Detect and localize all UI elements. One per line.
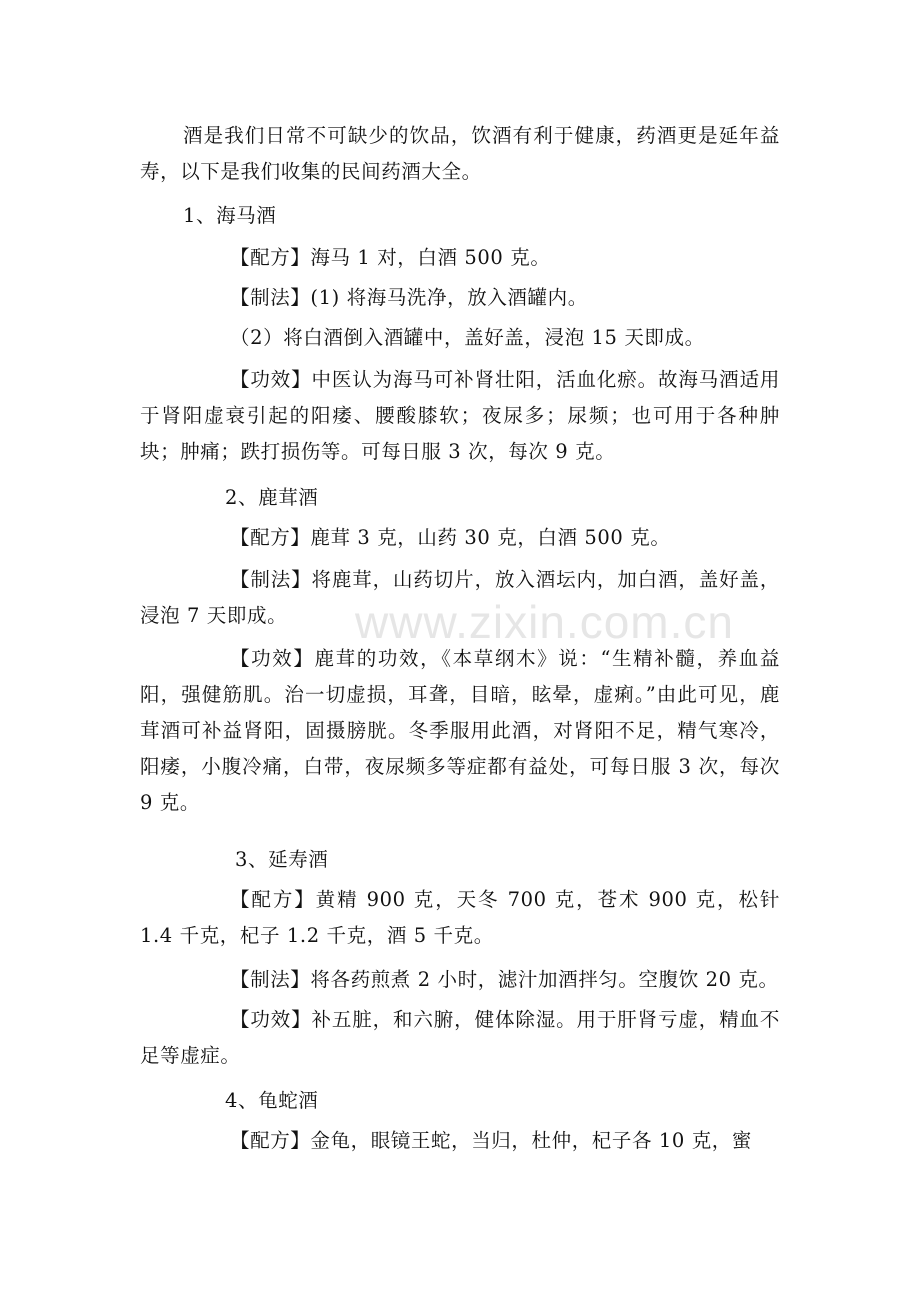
formula-2: 【配方】鹿茸 3 克，山药 30 克，白酒 500 克。 [230, 526, 671, 549]
method-3: 【制法】将各药煎煮 2 小时，滤汁加酒拌匀。空腹饮 20 克。 [230, 968, 779, 991]
formula-4: 【配方】金龟，眼镜王蛇，当归，杜仲，杞子各 10 克，蜜 [230, 1129, 753, 1152]
formula-1: 【配方】海马 1 对，白酒 500 克。 [230, 246, 551, 269]
method-2: 【制法】将鹿茸，山药切片，放入酒坛内，加白酒，盖好盖，浸泡 7 天即成。 [140, 568, 780, 627]
method-1-step-2: （2）将白酒倒入酒罐中，盖好盖，浸泡 15 天即成。 [230, 326, 705, 349]
section-heading-3: 3、延寿酒 [235, 848, 329, 871]
section-heading-1: 1、海马酒 [183, 204, 277, 227]
section-heading-4: 4、龟蛇酒 [225, 1089, 319, 1112]
section-heading-2: 2、鹿茸酒 [225, 486, 319, 509]
effect-1: 【功效】中医认为海马可补肾壮阳，活血化瘀。故海马酒适用于肾阳虚衰引起的阳痿、腰酸膝软；夜尿多；尿频；也可用于各种肿块；肿痛；跌打损伤等。可每日服 3 次，每次 9 克。 [140, 368, 780, 463]
watermark: www.zixin.com.cn [355, 596, 734, 648]
intro-paragraph: 酒是我们日常不可缺少的饮品，饮酒有利于健康，药酒更是延年益寿，以下是我们收集的民间药酒大全。 [140, 124, 780, 183]
formula-3: 【配方】黄精 900 克，天冬 700 克，苍术 900 克，松针 1.4 千克，杞子 1.2 千克，酒 5 千克。 [140, 888, 780, 947]
effect-2: 【功效】鹿茸的功效，《本草纲木》说：“生精补髓，养血益阳，强健筋肌。治一切虚损，耳聋，目暗，眩晕，虚痢。”由此可见，鹿茸酒可补益肾阳，固摄膀胱。冬季服用此酒，对肾阳不足，精气寒冷，阳痿，小腹冷痛，白带，夜尿频多等症都有益处，可每日服 3 次，每次 9 克。 [140, 647, 780, 814]
effect-3: 【功效】补五脏，和六腑，健体除湿。用于肝肾亏虚，精血不足等虚症。 [140, 1008, 780, 1067]
method-1: 【制法】(1) 将海马洗净，放入酒罐内。 [230, 286, 588, 309]
